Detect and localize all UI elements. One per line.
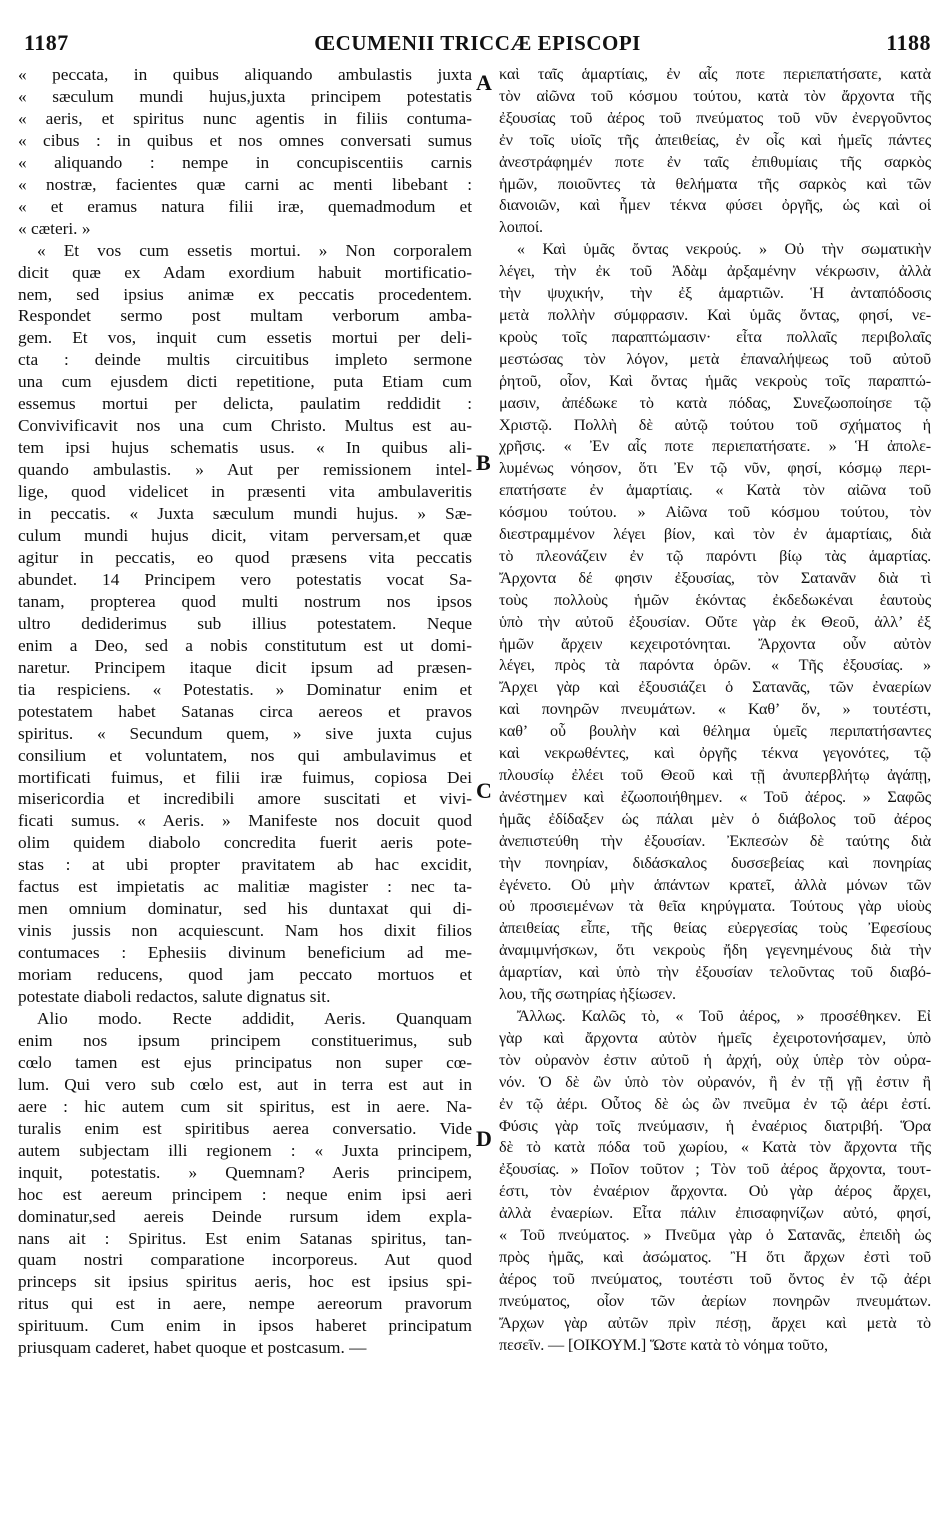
text-line: ἀναμιμνήσκων, ὅτι νεκροὺς ἤδη γεγενημένους διὰ τὴν <box>499 941 931 960</box>
text-line: πλουσίῳ ἐλέει τοῦ Θεοῦ καὶ τῇ ἀνυπερβλήτῳ ἀγάπῃ, <box>499 766 931 784</box>
latin-column <box>18 64 472 1359</box>
text-line: lum. Qui vero sub cœlo est, aut in terra est aut in <box>18 1074 472 1094</box>
text-line: « cibus : in quibus et nos omnes conversati sumus <box>18 130 472 150</box>
text-line: aere : hic autem cum sit spiritus, est in aere. Na- <box>18 1096 472 1116</box>
margin-marker-b: B <box>476 450 491 475</box>
text-line: gem. Et vos, inquit cum essetis mortui per deli- <box>18 328 472 348</box>
text-line: κροὺς τοῖς παραπτώμασιν· εἶτα πολλαῖς περιβολαῖς <box>499 327 931 346</box>
text-line: spirituum. Cum enim in ipsos haberet principatum <box>18 1316 472 1336</box>
text-line: Ἄρχων γὰρ αὐτῶν πρὶν πέσῃ, ἄρχει καὶ μετὰ τὸ <box>499 1313 931 1332</box>
text-line: τὴν ψυχικήν, τὴν ἐξ ἁμαρτιῶν. Ἡ ἀνταπόδοσις <box>499 284 931 303</box>
text-line: γὰρ καὶ ἄρχοντα αὐτὸν ἡμεῖς ἐχειροτονήσαμεν, ὑπὸ <box>499 1028 931 1047</box>
text-line: Χριστῷ. Πολλὴ δὲ αὐτῷ τούτου τοῦ σχήματος ἡ <box>499 415 931 434</box>
text-line: ἐγένετο. Οὐ μὴν ἁπάντων κρατεῖ, ἀλλὰ μόνων τῶν <box>499 875 931 894</box>
text-line: enim nos ipsum principem constituerimus, sub <box>18 1030 472 1050</box>
text-line: stas : at ubi propter pravitatem ab hac excidit, <box>18 855 472 875</box>
text-line: naretur. Principem itaque dicit ipsum ad præsen- <box>18 657 472 677</box>
text-line: ἐξουσίας τοῦ ἀέρος τοῦ πνεύματος τοῦ νῦν ἐνεργοῦντος <box>499 108 931 127</box>
text-line: hoc est aereum principem : neque enim ipsi aeri <box>18 1184 472 1204</box>
text-line: cœlo tamen est ejus principatus non super cœ- <box>18 1052 472 1072</box>
text-line: contumaces : Ephesiis divinum beneficium ad me- <box>18 943 472 963</box>
running-title: ŒCUMENII TRICCÆ EPISCOPI <box>314 31 641 55</box>
text-line: « aliquando : nempe in concupiscentiis carnis <box>18 152 472 172</box>
text-line: culum mundi hujus dicit, vitam perversam,et quæ <box>18 526 472 546</box>
text-line: Respondet sermo post multam verborum amba- <box>18 306 472 326</box>
text-line: πνεύματος, οἷον τῶν ἀερίων πονηρῶν πνευμάτων. <box>499 1291 931 1310</box>
text-line: priusquam caderet, habet quoque et postcasum. — <box>18 1338 367 1358</box>
paragraph <box>499 239 931 1006</box>
page-number-right: 1188 <box>886 30 931 55</box>
text-line: κόσμου τούτου. » Αἰῶνα τοῦ κόσμου τούτου, τὸν <box>499 503 931 522</box>
text-line: consilium et voluntatem, nos qui ambulavimus et <box>18 745 472 765</box>
text-line: « Et vos cum essetis mortui. » Non corporalem <box>37 240 472 260</box>
text-line: dominatur,sed aereis Deinde rursum idem expla- <box>18 1206 472 1226</box>
text-line: καθ’ οὗ βουλὴν καὶ θέλημα ὑμεῖς περιπατήσαντες <box>499 722 931 741</box>
text-line: autem subjectam illi regionem : « Juxta principem, <box>18 1140 472 1160</box>
text-line: princeps sit ipsius spiritus aeris, hoc est ipsius spi- <box>18 1272 472 1292</box>
text-line: turalis enim est spiritibus aerea conversatio. Vide <box>18 1118 472 1138</box>
text-line: moriam reducens, quod jam peccato mortuos et <box>18 965 472 985</box>
text-line: misericordia et incredibili amore suscitati et vivi- <box>18 789 472 809</box>
text-line: una cum ejusdem dicti repetitione, puta Etiam cum <box>18 372 472 392</box>
text-line: nem, sed ipsius animæ ex peccatis procedentem. <box>18 284 472 304</box>
text-line: nans ait : Spiritus. Est enim Satanas spiritus, tan- <box>18 1228 472 1248</box>
text-line: ὑπὸ τὴν αὐτοῦ ἐξουσίαν. Οὔτε γὰρ ἐκ Θεοῦ, ἀλλ’ ἐξ <box>499 612 931 631</box>
text-line: ἀνεστράφημέν ποτε ἐν ταῖς ἐπιθυμίαις τῆς σαρκὸς <box>499 152 931 171</box>
text-line: λέγει, πρὸς τὰ παρόντα ὁρῶν. « Τῆς ἐξουσίας. » <box>499 656 931 675</box>
text-line: Alio modo. Recte addidit, Aeris. Quanquam <box>37 1008 472 1028</box>
text-line: τὸν αἰῶνα τοῦ κόσμου τούτου, κατὰ τὸν ἄρχοντα τῆς <box>499 86 931 105</box>
text-line: τὸν οὐρανὸν ἐστιν αὐτοῦ ἡ ἀρχή, οὐχ ὑπὲρ τὸν οὐρα- <box>499 1050 931 1069</box>
text-line: vinis jussis non acquiescunt. Nam hos dixit filios <box>18 921 472 941</box>
text-line: « aeris, et spiritus nunc agentis in filiis contuma- <box>18 108 472 128</box>
text-line: Φύσις γὰρ τοῖς πνεύμασιν, ἡ ἐναέριος διατριβή. Ὅρα <box>499 1116 931 1135</box>
text-line: « nostræ, facientes quæ carni ac menti libebant : <box>18 174 472 194</box>
text-line: ἐν τῷ ἀέρι. Οὗτος δὲ ὡς ὢν πνεῦμα ἐν τῷ ἀέρι ἐστί. <box>499 1094 931 1113</box>
text-line: ἐν τοῖς υἱοῖς τῆς ἀπειθείας, ἐν οἷς καὶ ἡμεῖς πάντες <box>499 130 931 149</box>
text-line: διεστραμμένον λέγει βίον, καὶ τὸν ἐν ἁμαρτίαις, διὰ <box>499 525 931 544</box>
text-line: οὐ προσιεμένων τὰ θεῖα κηρύγματα. Τούτους γὰρ υἱοὺς <box>499 897 931 916</box>
text-line: πρὸς ἡμᾶς, καὶ ἀσώματος. Ἢ ὅτι ἄρχων ἐστὶ τοῦ <box>499 1247 931 1266</box>
text-line: καὶ πονηρῶν πνευμάτων. « Καθ’ ὅν, » τουτέστι, <box>499 700 931 719</box>
text-line: inquit, potestatis. » Quemnam? Aeris principem, <box>18 1162 472 1182</box>
text-line: essemus mortui per delicta, paulatim reddidit : <box>18 394 472 414</box>
text-line: λυμένως νόησον, ὅτι Ἐν τῷ νῦν, φησί, κόσμῳ περι- <box>499 459 931 478</box>
text-line: ἀέρος τοῦ πνεύματος, τουτέστι τοῦ ὄντος ἐν τῷ ἀέρι <box>499 1269 931 1288</box>
text-line: πεσεῖν. — [ΟΙΚΟΥΜ.] Ὥστε κατὰ τὸ νόημα τοῦτο, <box>499 1335 828 1354</box>
text-line: Convivificavit nos una cum Christo. Multus est au- <box>18 416 472 436</box>
text-line: επατήσατε ἐν ἁμαρτίαις. « Κατὰ τὸν αἰῶνα τοῦ <box>499 481 931 500</box>
text-line: « sæculum mundi hujus,juxta principem potestatis <box>18 86 472 106</box>
text-line: ἁμαρτίαν, καὶ ὑπὸ τὴν ἐξουσίαν τελοῦντας τοῦ διαβό- <box>499 963 931 982</box>
text-line: τοὺς πολλοὺς ἡμῶν ἑκόντας ἐκδεδωκέναι ἑαυτοὺς <box>499 590 931 609</box>
text-line: ἡμῶν, ποιοῦντες τὰ θελήματα τῆς σαρκὸς καὶ τῶν <box>499 174 931 193</box>
page-number-left: 1187 <box>24 30 69 55</box>
margin-marker-d: D <box>476 1126 492 1151</box>
text-line: Ἄλλως. Καλῶς τὸ, « Τοῦ ἀέρος, » προσέθηκεν. Εἰ <box>516 1006 931 1025</box>
text-line: λου, τῆς σωτηρίας ἠξίωσεν. <box>499 985 676 1004</box>
text-line: ἐξουσίας. » Ποῖον τοῦτον ; Τὸν τοῦ ἀέρος ἄρχοντα, τουτ- <box>499 1160 931 1179</box>
text-line: factus est impietatis ac malitiæ magister : nec ta- <box>18 877 472 897</box>
text-line: καὶ ταῖς ἁμαρτίαις, ἐν αἷς ποτε περιεπατήσατε, κατὰ <box>499 65 931 83</box>
text-line: καὶ νεκρωθέντες, καὶ ὀργῆς τέκνα γεγονότες, τῷ <box>499 744 931 763</box>
text-line: « Τοῦ πνεύματος. » Πνεῦμα γὰρ ὁ Σατανᾶς, ἐπειδὴ ὡς <box>499 1226 931 1245</box>
margin-marker-a: A <box>476 70 492 95</box>
text-line: spiritus. « Secundum quem, » sive juxta cujus <box>18 723 472 743</box>
text-line: τὸ πλεονάζειν ἐν τῷ παρόντι βίῳ τὰς ἁμαρτίας. <box>499 546 931 565</box>
text-line: νόν. Ὁ δὲ ὢν ὑπὸ τὸν οὐρανόν, ἢ ἐν τῇ γῇ ἐστιν ἢ <box>499 1072 931 1091</box>
text-line: διανοιῶν, καὶ ἦμεν τέκνα φύσει ὀργῆς, ὡς καὶ οἱ <box>499 196 931 215</box>
paragraph <box>18 1008 472 1359</box>
text-line: dicit quæ ex Adam exordium habuit mortificatio- <box>18 262 472 282</box>
text-line: ἡμᾶς ἐδίδαξεν ὡς πάλαι μὲν ὁ διάβολος τοῦ ἀέρος <box>499 809 931 828</box>
greek-column <box>499 64 931 1356</box>
text-line: enim a Deo, sed a nobis constitutum est ut domi- <box>18 635 472 655</box>
text-line: quando ambulastis. » Aut per remissionem intel- <box>18 460 472 480</box>
paragraph <box>499 64 931 239</box>
text-line: potestate diaboli redactos, salute dignatus sit. <box>18 987 331 1007</box>
text-line: ῥητοῦ, οἷον, Καὶ ὄντας ἡμᾶς νεκροὺς τοῖς παραπτώ- <box>499 371 931 390</box>
text-line: ficati sumus. « Aeris. » Manifeste nos docuit quod <box>18 811 472 831</box>
paragraph <box>18 64 472 240</box>
text-line: έστι, τὸν ἐναέριον ἄρχοντα. Οὐ γὰρ ἀέρος ἄρχει, <box>499 1182 931 1201</box>
text-line: τὴν πονηρίαν, διδάσκαλος δυσσεβείας καὶ πονηρίας <box>499 853 931 872</box>
text-line: abundet. 14 Principem vero potestatis vocat Sa- <box>18 569 472 589</box>
paragraph <box>18 240 472 1008</box>
text-line: « peccata, in quibus aliquando ambulastis juxta <box>18 65 472 84</box>
text-line: χρῆσις. « Ἐν αἷς ποτε περιεπατήσατε. » Ἡ ἀπολε- <box>499 437 931 456</box>
text-line: mortificati fuimus, et filii iræ fuimus, copiosa Dei <box>18 767 472 787</box>
text-line: « et eramus natura filii iræ, quemadmodum et <box>18 196 472 216</box>
text-line: in peccatis. « Juxta sæculum mundi hujus. » Sæ- <box>18 504 472 524</box>
text-line: δὲ τὸ κατὰ πόδα τοῦ χωρίου, « Κατὰ τὸν ἄρχοντα τῆς <box>499 1138 931 1157</box>
text-line: Ἄρχει γὰρ καὶ ἐξουσιάζει ὁ Σατανᾶς, τῶν ἐναερίων <box>499 678 931 697</box>
text-line: tanam, propterea quod multi nostrum nos ipsos <box>18 591 472 611</box>
text-line: quam nostri comparatione incorporeus. Aut quod <box>18 1250 472 1270</box>
text-line: « cæteri. » <box>18 218 91 238</box>
text-line: ἡμῶν ἄρχειν κεχειροτόνηται. Ἄρχοντα οὖν αὐτὸν <box>499 634 931 653</box>
text-line: ἀπειθείας εἶπε, τῆς θείας εὐεργεσίας τοὺς Ἐφεσίους <box>499 919 931 938</box>
text-line: λέγει, τὴν ἐκ τοῦ Ἀδὰμ ἀρξαμένην νέκρωσιν, ἀλλὰ <box>499 262 931 281</box>
text-line: potestatem habet Satanas circa aereos et pravos <box>18 701 472 721</box>
text-line: cta : deinde multis circuitibus impleto sermone <box>18 350 472 370</box>
text-line: « Καὶ ὑμᾶς ὄντας νεκρούς. » Οὐ τὴν σωματικὴν <box>516 240 931 259</box>
text-line: ἀνέστημεν καὶ ἐζωοποιήθημεν. « Τοῦ ἀέρος. » Σαφῶς <box>499 787 931 806</box>
text-line: men omnium dominatur, sed his duntaxat qui di- <box>18 899 472 919</box>
text-line: lige, quod videlicet in præsenti vita ambulaveritis <box>18 482 472 502</box>
text-line: μεστώσας τὸν λόγον, μετὰ ἐπαναλήψεως τοῦ αὐτοῦ <box>499 349 931 368</box>
text-line: agitur in peccatis, eo quod præsens vita peccatis <box>18 547 472 567</box>
margin-marker-c: C <box>476 778 492 803</box>
text-line: ἀλλὰ ἐναερίων. Εἶτα πάλιν ἐπισαφηνίζων αὐτό, φησί, <box>499 1204 931 1223</box>
text-line: λοιποί. <box>499 218 543 237</box>
text-line: Ἄρχοντα δέ φησιν ἐξουσίας, τὸν Σατανᾶν διὰ τὶ <box>499 568 931 587</box>
text-line: tia respiciens. « Potestatis. » Dominatur enim et <box>18 679 472 699</box>
page-header <box>24 30 931 56</box>
text-line: μετὰ πολλὴν σύμφρασιν. Καὶ ὑμᾶς ὄντας, φησί, νε- <box>499 305 931 324</box>
text-line: tem ipsi hujus schematis usus. « In quibus ali- <box>18 438 472 458</box>
text-line: olim quidem diabolo concredita fuerit aeris pote- <box>18 833 472 853</box>
text-line: μασιν, ἀπέδωκε τὸ κατὰ πόδας, Συνεζωοποίησε τῷ <box>499 393 931 412</box>
text-line: ritus qui est in aere, nempe aereorum pravorum <box>18 1294 472 1314</box>
paragraph <box>499 1006 931 1357</box>
text-line: ultro dediderimus sub illius potestatem. Neque <box>18 613 472 633</box>
text-line: ἀνεπιστεύθη τὴν ἐξουσίαν. Ἐκπεσὼν δὲ ταύτης διὰ <box>499 831 931 850</box>
